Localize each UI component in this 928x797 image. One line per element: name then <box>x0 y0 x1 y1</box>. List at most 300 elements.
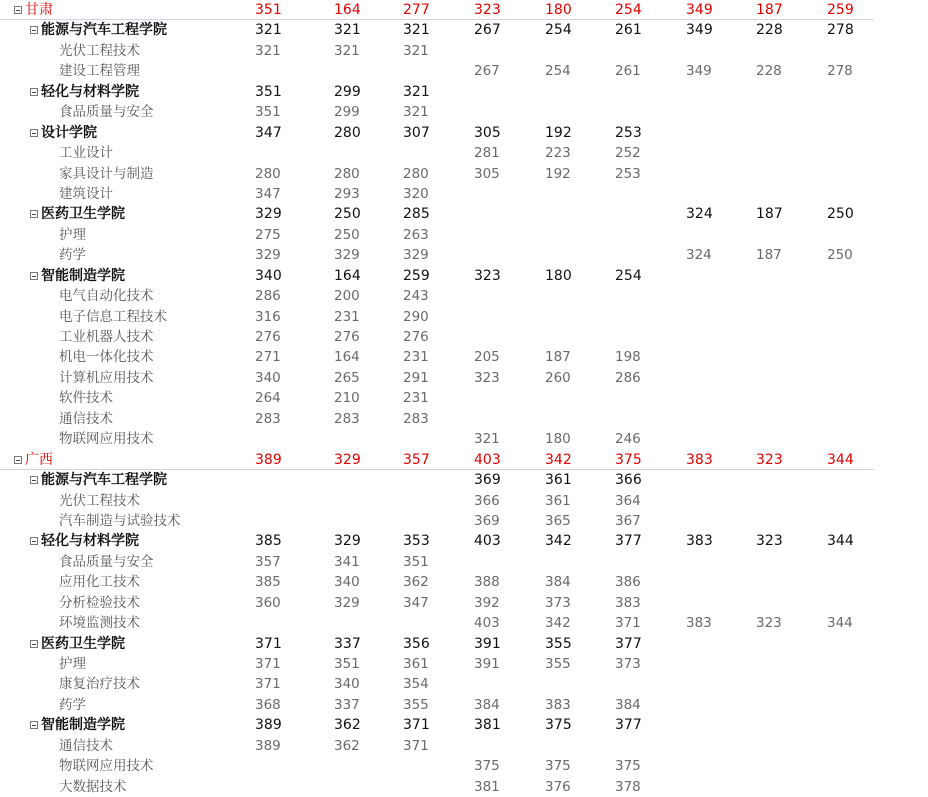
row-label <box>59 225 86 245</box>
collapse-toggle-icon[interactable] <box>30 640 38 648</box>
value-cell: 278 <box>827 63 853 80</box>
row-label-text: 护理 <box>59 226 86 243</box>
value-cell: 384 <box>615 696 641 713</box>
value-cell: 353 <box>403 533 430 550</box>
value-cell: 389 <box>255 451 282 468</box>
value-cell: 231 <box>334 308 360 325</box>
row-label[interactable] <box>30 204 125 224</box>
major-row <box>0 245 928 265</box>
value-cell: 321 <box>255 42 281 59</box>
value-cell: 383 <box>545 696 571 713</box>
value-cell: 361 <box>545 492 571 509</box>
value-cell: 243 <box>403 288 429 305</box>
value-cell: 361 <box>403 656 429 672</box>
value-cell: 323 <box>474 369 500 386</box>
row-label[interactable] <box>30 123 97 143</box>
row-label-text: 家具设计与制造 <box>59 165 154 182</box>
value-cell: 377 <box>615 717 642 734</box>
value-cell: 371 <box>615 615 641 632</box>
value-cell: 340 <box>334 676 360 693</box>
value-cell: 323 <box>756 451 783 468</box>
value-cell: 377 <box>615 533 642 550</box>
row-label[interactable] <box>14 450 53 470</box>
value-cell: 385 <box>255 574 281 591</box>
value-cell: 321 <box>334 42 360 59</box>
value-cell: 321 <box>403 83 430 100</box>
college-row <box>0 82 928 102</box>
row-label <box>59 552 154 572</box>
row-label-text: 药学 <box>59 696 86 713</box>
value-cell: 329 <box>334 594 360 611</box>
value-cell: 205 <box>474 349 500 366</box>
value-cell: 371 <box>255 635 282 652</box>
row-label <box>59 613 140 633</box>
major-row <box>0 777 928 797</box>
value-cell: 362 <box>334 717 361 734</box>
value-cell: 361 <box>545 472 572 489</box>
value-cell: 223 <box>545 145 571 162</box>
value-cell: 349 <box>686 22 713 39</box>
row-label <box>59 245 86 265</box>
value-cell: 375 <box>545 758 571 775</box>
value-cell: 360 <box>255 594 281 611</box>
value-cell: 253 <box>615 165 641 182</box>
value-cell: 187 <box>545 349 571 366</box>
major-row <box>0 756 928 776</box>
value-cell: 293 <box>334 185 360 202</box>
value-cell: 164 <box>334 349 360 366</box>
value-cell: 228 <box>756 22 783 39</box>
value-cell: 276 <box>255 329 281 345</box>
row-label-text: 光伏工程技术 <box>59 42 140 59</box>
value-cell: 384 <box>545 574 571 591</box>
row-label-text: 机电一体化技术 <box>59 349 154 366</box>
value-cell: 375 <box>545 717 572 734</box>
row-label-text: 智能制造学院 <box>41 717 125 734</box>
value-cell: 323 <box>756 615 782 632</box>
row-label-text: 物联网应用技术 <box>59 758 154 775</box>
college-row <box>0 123 928 143</box>
college-row <box>0 470 928 490</box>
value-cell: 371 <box>403 717 430 734</box>
row-label[interactable] <box>30 82 139 102</box>
value-cell: 180 <box>545 431 571 448</box>
row-label-text: 物联网应用技术 <box>59 431 154 448</box>
value-cell: 356 <box>403 635 430 652</box>
value-cell: 329 <box>403 247 429 264</box>
value-cell: 259 <box>827 2 854 18</box>
college-row <box>0 266 928 286</box>
value-cell: 388 <box>474 574 500 591</box>
value-cell: 355 <box>545 656 571 672</box>
province-row <box>0 450 928 470</box>
value-cell: 180 <box>545 2 572 18</box>
value-cell: 329 <box>334 247 360 264</box>
value-cell: 344 <box>827 451 854 468</box>
value-cell: 340 <box>255 369 281 386</box>
major-row <box>0 347 928 367</box>
major-row <box>0 225 928 245</box>
value-cell: 180 <box>545 267 572 284</box>
value-cell: 323 <box>474 267 501 284</box>
value-cell: 375 <box>615 758 641 775</box>
row-label-text: 能源与汽车工程学院 <box>41 22 167 39</box>
row-label <box>59 674 140 694</box>
value-cell: 381 <box>474 778 500 795</box>
value-cell: 357 <box>403 451 430 468</box>
row-label <box>59 654 86 674</box>
value-cell: 366 <box>615 472 642 489</box>
row-label-text: 智能制造学院 <box>41 267 125 284</box>
value-cell: 280 <box>334 124 361 141</box>
value-cell: 351 <box>255 2 282 18</box>
value-cell: 349 <box>686 2 713 18</box>
row-label <box>59 695 86 715</box>
major-row <box>0 61 928 81</box>
value-cell: 377 <box>615 635 642 652</box>
collapse-toggle-icon[interactable] <box>14 6 22 14</box>
row-label[interactable] <box>30 634 125 654</box>
value-cell: 231 <box>403 390 429 407</box>
value-cell: 378 <box>615 778 641 795</box>
row-label-text: 药学 <box>59 247 86 264</box>
major-row <box>0 409 928 429</box>
value-cell: 198 <box>615 349 641 366</box>
value-cell: 210 <box>334 390 360 407</box>
row-label <box>59 491 140 511</box>
value-cell: 260 <box>545 369 571 386</box>
value-cell: 321 <box>403 42 429 59</box>
row-label-text: 设计学院 <box>41 124 97 141</box>
value-cell: 265 <box>334 369 360 386</box>
value-cell: 355 <box>403 696 429 713</box>
row-label-text: 大数据技术 <box>59 778 127 795</box>
value-cell: 267 <box>474 22 501 39</box>
row-label-text: 医药卫生学院 <box>41 206 125 223</box>
value-cell: 192 <box>545 124 572 141</box>
value-cell: 271 <box>255 349 281 366</box>
value-cell: 316 <box>255 308 281 325</box>
row-label[interactable] <box>30 470 167 490</box>
value-cell: 280 <box>403 165 429 182</box>
value-cell: 250 <box>334 226 360 243</box>
row-label-text: 通信技术 <box>59 410 113 427</box>
row-label[interactable] <box>30 531 139 551</box>
major-row <box>0 511 928 531</box>
row-label <box>59 307 167 327</box>
row-label-text: 应用化工技术 <box>59 574 140 591</box>
value-cell: 323 <box>756 533 783 550</box>
collapse-toggle-icon[interactable] <box>30 88 38 96</box>
row-label[interactable] <box>14 0 53 20</box>
collapse-toggle-icon[interactable] <box>30 537 38 545</box>
major-row <box>0 654 928 674</box>
collapse-toggle-icon[interactable] <box>30 476 38 484</box>
major-row <box>0 388 928 408</box>
row-label-text: 轻化与材料学院 <box>41 83 139 100</box>
value-cell: 329 <box>334 451 361 468</box>
value-cell: 280 <box>255 165 281 182</box>
value-cell: 200 <box>334 288 360 305</box>
value-cell: 371 <box>255 656 281 672</box>
major-row <box>0 593 928 613</box>
value-cell: 278 <box>827 22 854 39</box>
value-cell: 246 <box>615 431 641 448</box>
row-label-text: 建设工程管理 <box>59 63 140 80</box>
value-cell: 321 <box>403 22 430 39</box>
row-label <box>59 511 181 531</box>
collapse-toggle-icon[interactable] <box>14 456 22 464</box>
value-cell: 285 <box>403 206 430 223</box>
college-row <box>0 634 928 654</box>
major-row <box>0 552 928 572</box>
value-cell: 403 <box>474 533 501 550</box>
row-label-text: 通信技术 <box>59 737 113 754</box>
major-row <box>0 613 928 633</box>
value-cell: 280 <box>334 165 360 182</box>
value-cell: 403 <box>474 615 500 632</box>
value-cell: 357 <box>255 553 281 570</box>
college-row <box>0 715 928 735</box>
row-label-text: 软件技术 <box>59 390 113 407</box>
value-cell: 254 <box>615 267 642 284</box>
major-row <box>0 674 928 694</box>
value-cell: 344 <box>827 533 854 550</box>
value-cell: 362 <box>403 574 429 591</box>
value-cell: 351 <box>403 553 429 570</box>
row-label-text: 医药卫生学院 <box>41 635 125 652</box>
row-label-text: 能源与汽车工程学院 <box>41 472 167 489</box>
value-cell: 276 <box>403 329 429 345</box>
value-cell: 344 <box>827 615 853 632</box>
value-cell: 368 <box>255 696 281 713</box>
value-cell: 373 <box>615 656 641 672</box>
major-row <box>0 572 928 592</box>
value-cell: 254 <box>545 22 572 39</box>
value-cell: 386 <box>615 574 641 591</box>
major-row <box>0 41 928 61</box>
value-cell: 324 <box>686 206 713 223</box>
value-cell: 342 <box>545 533 572 550</box>
value-cell: 354 <box>403 676 429 693</box>
row-label-text: 建筑设计 <box>59 185 113 202</box>
college-row <box>0 204 928 224</box>
value-cell: 305 <box>474 165 500 182</box>
row-label-text: 汽车制造与试验技术 <box>59 512 181 529</box>
value-cell: 391 <box>474 635 501 652</box>
value-cell: 283 <box>334 410 360 427</box>
value-cell: 164 <box>334 267 361 284</box>
value-cell: 261 <box>615 22 642 39</box>
row-label-text: 计算机应用技术 <box>59 369 154 386</box>
major-row <box>0 327 928 347</box>
value-cell: 340 <box>255 267 282 284</box>
value-cell: 381 <box>474 717 501 734</box>
major-row <box>0 184 928 204</box>
value-cell: 347 <box>255 185 281 202</box>
value-cell: 321 <box>334 22 361 39</box>
value-cell: 383 <box>615 594 641 611</box>
value-cell: 351 <box>255 104 281 121</box>
value-cell: 375 <box>615 451 642 468</box>
province-row <box>0 0 928 20</box>
value-cell: 299 <box>334 104 360 121</box>
value-cell: 371 <box>403 737 429 754</box>
row-label <box>59 102 154 122</box>
row-label-text: 工业机器人技术 <box>59 329 154 345</box>
value-cell: 291 <box>403 369 429 386</box>
collapse-toggle-icon[interactable] <box>30 210 38 218</box>
value-cell: 264 <box>255 390 281 407</box>
row-label-text: 广西 <box>25 451 53 468</box>
row-label <box>59 409 113 429</box>
value-cell: 321 <box>474 431 500 448</box>
value-cell: 323 <box>474 2 501 18</box>
row-label-text: 食品质量与安全 <box>59 104 154 121</box>
value-cell: 254 <box>615 2 642 18</box>
row-label <box>59 777 127 797</box>
row-label <box>59 184 113 204</box>
value-cell: 324 <box>686 247 712 264</box>
value-cell: 349 <box>686 63 712 80</box>
value-cell: 320 <box>403 185 429 202</box>
value-cell: 187 <box>756 247 782 264</box>
row-label <box>59 41 140 61</box>
value-cell: 305 <box>474 124 501 141</box>
row-label <box>59 327 154 347</box>
collapse-toggle-icon[interactable] <box>30 26 38 34</box>
major-row <box>0 736 928 756</box>
value-cell: 342 <box>545 451 572 468</box>
value-cell: 366 <box>474 492 500 509</box>
row-label <box>59 286 154 306</box>
row-label-text: 食品质量与安全 <box>59 553 154 570</box>
value-cell: 389 <box>255 717 282 734</box>
value-cell: 261 <box>615 63 641 80</box>
value-cell: 340 <box>334 574 360 591</box>
value-cell: 253 <box>615 124 642 141</box>
row-label <box>59 388 113 408</box>
value-cell: 375 <box>474 758 500 775</box>
major-row <box>0 429 928 449</box>
major-row <box>0 491 928 511</box>
row-label-text: 工业设计 <box>59 145 113 162</box>
major-row <box>0 368 928 388</box>
value-cell: 337 <box>334 635 361 652</box>
row-label[interactable] <box>30 715 125 735</box>
value-cell: 362 <box>334 737 360 754</box>
value-cell: 355 <box>545 635 572 652</box>
value-cell: 391 <box>474 656 500 672</box>
value-cell: 376 <box>545 778 571 795</box>
collapse-toggle-icon[interactable] <box>30 129 38 137</box>
row-label-text: 电子信息工程技术 <box>59 308 167 325</box>
value-cell: 254 <box>545 63 571 80</box>
major-row <box>0 286 928 306</box>
row-label <box>59 61 140 81</box>
value-cell: 371 <box>255 676 281 693</box>
value-cell: 329 <box>334 533 361 550</box>
value-cell: 267 <box>474 63 500 80</box>
row-label <box>59 429 154 449</box>
value-cell: 252 <box>615 145 641 162</box>
value-cell: 283 <box>255 410 281 427</box>
row-label-text: 光伏工程技术 <box>59 492 140 509</box>
value-cell: 351 <box>334 656 360 672</box>
value-cell: 369 <box>474 472 501 489</box>
value-cell: 250 <box>334 206 361 223</box>
value-cell: 286 <box>615 369 641 386</box>
row-label <box>59 164 154 184</box>
collapse-toggle-icon[interactable] <box>30 721 38 729</box>
value-cell: 385 <box>255 533 282 550</box>
value-cell: 299 <box>334 83 361 100</box>
value-cell: 341 <box>334 553 360 570</box>
row-label-text: 环境监测技术 <box>59 615 140 632</box>
value-cell: 383 <box>686 615 712 632</box>
major-row <box>0 164 928 184</box>
value-cell: 275 <box>255 226 281 243</box>
collapse-toggle-icon[interactable] <box>30 272 38 280</box>
major-row <box>0 102 928 122</box>
value-cell: 351 <box>255 83 282 100</box>
row-label[interactable] <box>30 266 125 286</box>
value-cell: 250 <box>827 206 854 223</box>
value-cell: 187 <box>756 206 783 223</box>
value-cell: 281 <box>474 145 500 162</box>
value-cell: 383 <box>686 533 713 550</box>
row-label <box>59 143 113 163</box>
value-cell: 290 <box>403 308 429 325</box>
value-cell: 286 <box>255 288 281 305</box>
row-label-text: 分析检验技术 <box>59 594 140 611</box>
value-cell: 383 <box>686 451 713 468</box>
value-cell: 364 <box>615 492 641 509</box>
row-label-text: 护理 <box>59 656 86 672</box>
value-cell: 283 <box>403 410 429 427</box>
value-cell: 263 <box>403 226 429 243</box>
value-cell: 347 <box>403 594 429 611</box>
row-label[interactable] <box>30 20 167 40</box>
row-label <box>59 736 113 756</box>
major-row <box>0 695 928 715</box>
value-cell: 259 <box>403 267 430 284</box>
value-cell: 369 <box>474 512 500 529</box>
row-label <box>59 572 140 592</box>
row-label <box>59 593 140 613</box>
row-label-text: 轻化与材料学院 <box>41 533 139 550</box>
value-cell: 347 <box>255 124 282 141</box>
value-cell: 307 <box>403 124 430 141</box>
row-label-text: 康复治疗技术 <box>59 676 140 693</box>
value-cell: 392 <box>474 594 500 611</box>
major-row <box>0 307 928 327</box>
value-cell: 231 <box>403 349 429 366</box>
value-cell: 365 <box>545 512 571 529</box>
value-cell: 342 <box>545 615 571 632</box>
value-cell: 321 <box>255 22 282 39</box>
value-cell: 276 <box>334 329 360 345</box>
value-cell: 187 <box>756 2 783 18</box>
value-cell: 192 <box>545 165 571 182</box>
college-row <box>0 531 928 551</box>
value-cell: 367 <box>615 512 641 529</box>
value-cell: 373 <box>545 594 571 611</box>
row-label-text: 甘肃 <box>25 2 53 18</box>
value-cell: 329 <box>255 247 281 264</box>
value-cell: 164 <box>334 2 361 18</box>
value-cell: 228 <box>756 63 782 80</box>
